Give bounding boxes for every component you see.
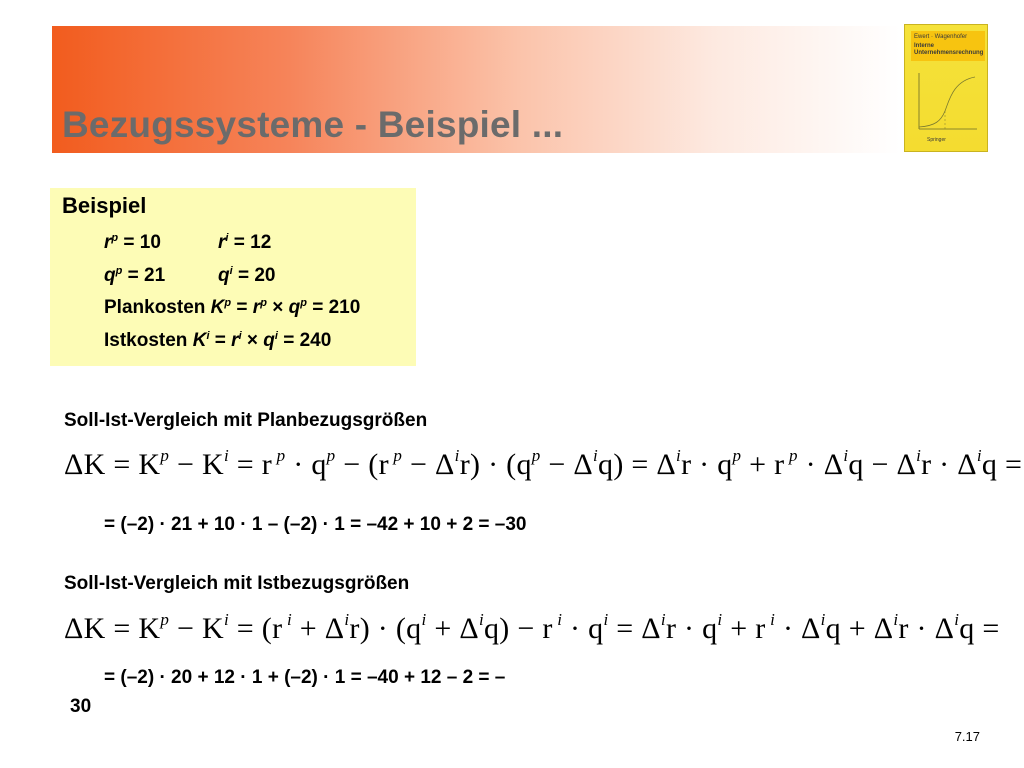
page-number: 7.17 bbox=[954, 729, 980, 744]
book-cover-title-line1: Interne bbox=[914, 43, 935, 49]
example-r-ist: $r^i = 12$ bbox=[218, 232, 272, 253]
example-r-plan: $r^p = 10$ bbox=[104, 232, 161, 253]
book-cover-title-line2: Unternehmensrechnung bbox=[914, 50, 984, 56]
ist-comparison-calculation: = (–2) · 20 + 12 · 1 + (–2) · 1 = –40 + 12 – 2 = – bbox=[104, 667, 506, 688]
book-cover-image bbox=[904, 24, 988, 152]
ist-comparison-label: Soll-Ist-Vergleich mit Istbezugsgrößen bbox=[64, 573, 410, 594]
slide-title: Bezugssysteme - Beispiel ... bbox=[62, 104, 564, 145]
plan-comparison-label: Soll-Ist-Vergleich mit Planbezugsgrößen bbox=[64, 410, 428, 431]
example-q-ist: $q^i = 20$ bbox=[218, 265, 276, 286]
example-plankosten: Plankosten $K^p = r^p \times q^p = 210$ bbox=[104, 297, 361, 318]
example-q-plan: $q^p = 21$ bbox=[104, 265, 166, 286]
ist-comparison-calculation-cont: 30 bbox=[70, 696, 92, 717]
plan-comparison-formula: $\Delta K = K^p - K^i = r$ $^p \cdot q^p - (r$ $^p - \Delta^ir) \cdot (q^p - \Delta^iq) = \Delta^ir \cdot q^p + r$ $^p \cdot \Delta^iq - \Delta^ir \cdot \Delta^iq$ = bbox=[64, 446, 1023, 481]
ist-comparison-formula: $\Delta K = K^p - K^i = (r$ $^i + \Delta^ir) \cdot (q^i + \Delta^iq) - r$ $^i \cdot q^i = \Delta^ir \cdot q^i + r$ $^i \cdot \Delta^iq + \Delta^ir \cdot \Delta^iq$ = bbox=[64, 610, 1000, 645]
example-heading: Beispiel bbox=[62, 193, 147, 218]
book-cover-authors: Ewert · Wagenhofer bbox=[914, 34, 968, 40]
book-cover-graph-icon bbox=[915, 71, 979, 133]
plan-comparison-calculation: = (–2) · 21 + 10 · 1 – (–2) · 1 = –42 + 10 + 2 = –30 bbox=[104, 514, 527, 535]
book-cover-publisher: Springer bbox=[927, 137, 946, 143]
example-istkosten: Istkosten $K^i = r^i \times q^i = 240$ bbox=[104, 330, 332, 351]
